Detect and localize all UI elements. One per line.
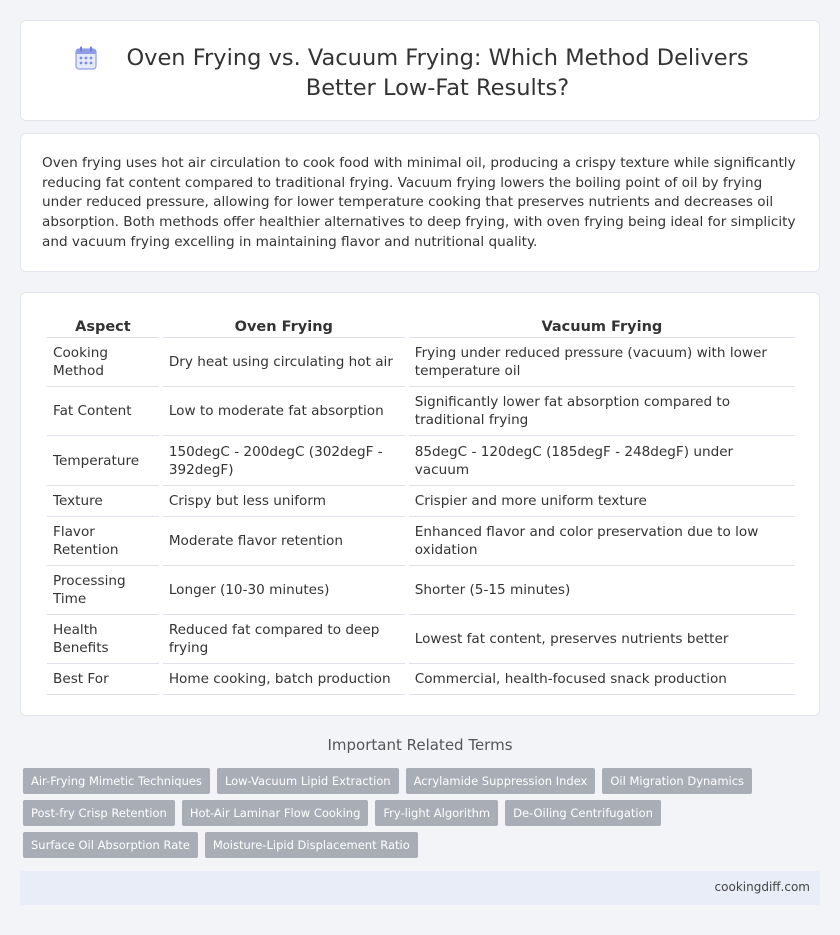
related-terms-list	[23, 768, 803, 864]
row-oven-value: Reduced fat compared to deep frying	[163, 615, 405, 664]
row-oven-value: Low to moderate fat absorption	[163, 387, 405, 436]
row-vacuum-value: Crispier and more uniform texture	[409, 486, 795, 517]
footer-site-link[interactable]: cookingdiff.com	[714, 880, 810, 894]
related-terms-heading: Important Related Terms	[327, 736, 513, 754]
related-term-tag[interactable]: Hot-Air Laminar Flow Cooking	[182, 800, 369, 826]
related-term-tag[interactable]: Surface Oil Absorption Rate	[23, 832, 198, 858]
related-term-tag[interactable]: Low-Vacuum Lipid Extraction	[217, 768, 399, 794]
comparison-table	[43, 314, 799, 695]
row-oven-value: Moderate flavor retention	[163, 517, 405, 566]
table-header-row	[47, 314, 795, 338]
related-term-tag[interactable]: De-Oiling Centrifugation	[505, 800, 661, 826]
row-aspect: Flavor Retention	[47, 517, 159, 566]
table-row	[47, 566, 795, 615]
row-vacuum-value: Frying under reduced pressure (vacuum) with lower temperature oil	[409, 338, 795, 387]
row-aspect: Best For	[47, 664, 159, 695]
row-vacuum-value: Commercial, health-focused snack production	[409, 664, 795, 695]
table-row	[47, 664, 795, 695]
table-row	[47, 486, 795, 517]
header-vacuum-frying: Vacuum Frying	[409, 314, 795, 338]
row-aspect: Health Benefits	[47, 615, 159, 664]
header-oven-frying: Oven Frying	[163, 314, 405, 338]
table-row	[47, 517, 795, 566]
row-aspect: Processing Time	[47, 566, 159, 615]
table-row	[47, 615, 795, 664]
row-aspect: Cooking Method	[47, 338, 159, 387]
row-vacuum-value: Shorter (5-15 minutes)	[409, 566, 795, 615]
page-title: Oven Frying vs. Vacuum Frying: Which Method Delivers Better Low-Fat Results?	[126, 45, 749, 101]
row-vacuum-value: Lowest fat content, preserves nutrients better	[409, 615, 795, 664]
table-row	[47, 338, 795, 387]
row-oven-value: Home cooking, batch production	[163, 664, 405, 695]
row-vacuum-value: Significantly lower fat absorption compared to traditional frying	[409, 387, 795, 436]
intro-paragraph: Oven frying uses hot air circulation to cook food with minimal oil, producing a crispy texture while significantly reducing fat content compared to traditional frying. Vacuum frying lowers the boiling point of oil by frying under reduced pressure, allowing for lower temperature cooking that preserves nutrients and decreases oil absorption. Both methods offer healthier alternatives to deep frying, with oven frying being ideal for simplicity and vacuum frying excelling in maintaining flavor and nutritional quality.	[42, 155, 796, 250]
related-term-tag[interactable]: Acrylamide Suppression Index	[406, 768, 596, 794]
row-aspect: Fat Content	[47, 387, 159, 436]
title-card	[20, 20, 820, 121]
related-term-tag[interactable]: Post-fry Crisp Retention	[23, 800, 175, 826]
row-aspect: Texture	[47, 486, 159, 517]
related-term-tag[interactable]: Air-Frying Mimetic Techniques	[23, 768, 210, 794]
row-oven-value: 150degC - 200degC (302degF - 392degF)	[163, 436, 405, 486]
related-term-tag[interactable]: Moisture-Lipid Displacement Ratio	[205, 832, 418, 858]
row-vacuum-value: 85degC - 120degC (185degF - 248degF) under vacuum	[409, 436, 795, 486]
intro-card	[20, 133, 820, 272]
related-term-tag[interactable]: Fry-light Algorithm	[375, 800, 498, 826]
row-oven-value: Crispy but less uniform	[163, 486, 405, 517]
row-vacuum-value: Enhanced flavor and color preservation due to low oxidation	[409, 517, 795, 566]
header-aspect: Aspect	[47, 314, 159, 338]
comparison-card	[20, 292, 820, 716]
footer	[20, 871, 820, 905]
related-term-tag[interactable]: Oil Migration Dynamics	[602, 768, 752, 794]
table-row	[47, 387, 795, 436]
table-row	[47, 436, 795, 486]
row-oven-value: Longer (10-30 minutes)	[163, 566, 405, 615]
row-aspect: Temperature	[47, 436, 159, 486]
row-oven-value: Dry heat using circulating hot air	[163, 338, 405, 387]
